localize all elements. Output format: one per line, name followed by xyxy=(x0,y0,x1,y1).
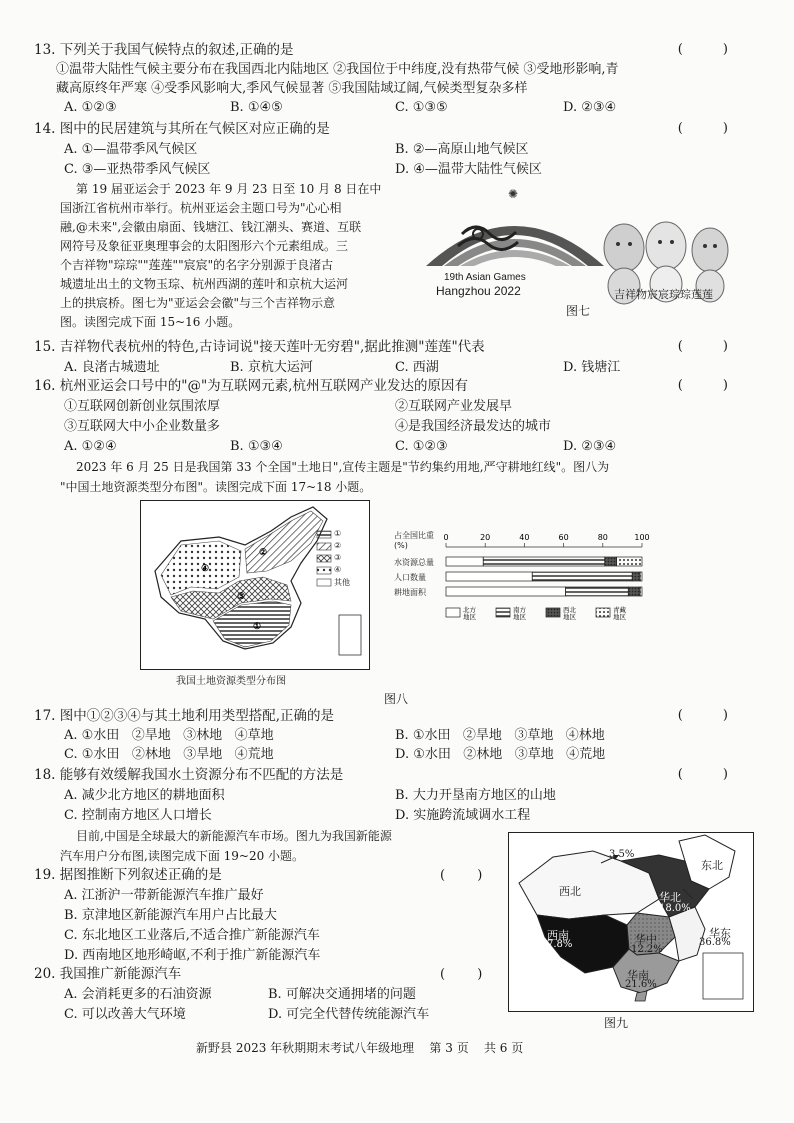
row-label: 耕地面积 xyxy=(394,588,426,597)
q18-choice-a: A. 减少北方地区的耕地面积 xyxy=(64,788,225,803)
passage1-line: 第 19 届亚运会于 2023 年 9 月 23 日至 10 月 8 日在中 xyxy=(76,182,382,196)
passage1-line: 网符号及象征亚奥理事会的太阳图形六个元素组成。三 xyxy=(60,239,349,253)
q19-choice-b: B. 京津地区新能源汽车用户占比最大 xyxy=(64,908,277,923)
q13-choice-b: B. ①④⑤ xyxy=(230,100,283,115)
passage1-line: 国浙江省杭州市举行。杭州亚运会主题口号为"心心相 xyxy=(60,201,342,215)
label-south-pct: 21.6% xyxy=(625,979,657,990)
passage3-line: 目前,中国是全球最大的新能源汽车市场。图九为我国新能源 xyxy=(76,829,392,843)
legend-label: 地区 xyxy=(563,613,576,621)
label-north: 华北 xyxy=(659,891,681,904)
passage1-line: 图。读图完成下面 15~16 小题。 xyxy=(60,315,241,329)
q20-choice-d: D. 可完全代替传统能源汽车 xyxy=(268,1007,430,1022)
label-northeast-pct: 3.5% xyxy=(609,849,635,860)
q16-choice-b: B. ①③④ xyxy=(230,439,283,454)
land-resource-map xyxy=(140,500,370,670)
q19-choice-d: D. 西南地区地形崎岖,不利于推广新能源汽车 xyxy=(64,948,321,963)
figure-7-label: 图七 xyxy=(566,304,591,318)
q16-option-3: ③互联网大中小企业数量多 xyxy=(64,419,221,434)
bar-segment xyxy=(566,587,629,596)
figure-8-label: 图八 xyxy=(384,692,409,706)
passage1-line: 城遗址出土的文物玉琮、杭州西湖的莲叶和京杭大运河 xyxy=(60,277,349,291)
nev-user-map xyxy=(508,832,754,1012)
bar-segment xyxy=(617,557,642,566)
map-legend xyxy=(317,531,331,586)
tick-label: 80 xyxy=(597,533,608,542)
q15-choice-a: A. 良渚古城遗址 xyxy=(64,360,160,375)
q16-option-1: ①互联网创新创业氛围浓厚 xyxy=(64,399,221,414)
bar-segment xyxy=(640,572,642,581)
tick-label: 60 xyxy=(558,533,569,542)
legend-swatch xyxy=(446,608,460,617)
q16-choice-a: A. ①②④ xyxy=(64,439,117,454)
q16-option-2: ②互联网产业发展早 xyxy=(395,399,513,414)
label-east: 华东 xyxy=(709,927,731,940)
row-label: 人口数量 xyxy=(394,573,426,582)
label-south: 华南 xyxy=(627,969,649,982)
q19-choice-c: C. 东北地区工业落后,不适合推广新能源汽车 xyxy=(64,928,320,943)
label-southwest-pct: 7.8% xyxy=(547,939,573,950)
q14-stem: 14. 图中的民居建筑与其所在气候区对应正确的是 xyxy=(34,121,330,137)
q16-option-4: ④是我国经济最发达的城市 xyxy=(395,419,552,434)
q17-choice-c: C. ①水田 ②林地 ③旱地 ④荒地 xyxy=(64,747,274,762)
passage3-line: 汽车用户分布图,读图完成下面 19~20 小题。 xyxy=(60,849,305,863)
q18-answer-paren: ( ) xyxy=(677,767,746,782)
page-footer: 新野县 2023 年秋期期末考试八年级地理 第 3 页 共 6 页 xyxy=(196,1041,524,1055)
row-label: 水资源总量 xyxy=(394,558,434,567)
q16-choice-d: D. ②③④ xyxy=(563,439,617,454)
q16-answer-paren: ( ) xyxy=(677,378,746,393)
label-east-pct: 36.8% xyxy=(699,937,731,948)
label-northwest: 西北 xyxy=(559,885,581,898)
bar-segment xyxy=(628,587,640,596)
q19-choice-a: A. 江浙沪一带新能源汽车推广最好 xyxy=(64,888,264,903)
bar-segment xyxy=(446,587,566,596)
q14-choice-a: A. ①—温带季风气候区 xyxy=(64,142,198,157)
q19-answer-paren: ( ) xyxy=(440,868,497,883)
q19-stem: 19. 据图推断下列叙述正确的是 xyxy=(34,867,222,883)
emblem-text-line1: 19th Asian Games xyxy=(444,272,526,283)
passage2-line: "中国土地资源类型分布图"。读图完成下面 17~18 小题。 xyxy=(60,480,372,494)
q18-choice-d: D. 实施跨流域调水工程 xyxy=(395,808,531,823)
legend-label: ② xyxy=(334,541,342,550)
bar-segment xyxy=(483,557,605,566)
q16-stem: 16. 杭州亚运会口号中的"@"为互联网元素,杭州互联网产业发达的原因有 xyxy=(34,378,468,394)
passage1-line: 个吉祥物"琮琮""莲莲""宸宸"的名字分别源于良渚古 xyxy=(60,258,334,272)
q18-stem: 18. 能够有效缓解我国水土资源分布不匹配的方法是 xyxy=(34,767,344,783)
q18-choice-b: B. 大力开垦南方地区的山地 xyxy=(395,788,556,803)
q13-choice-c: C. ①③⑤ xyxy=(395,100,448,115)
q20-stem: 20. 我国推广新能源汽车 xyxy=(34,966,182,982)
passage2-line: 2023 年 6 月 25 日是我国第 33 个全国"土地日",宣传主题是"节约集约用地,严守耕地红线"。图八为 xyxy=(76,460,610,474)
legend-swatch xyxy=(596,608,610,617)
legend-label: 北方 xyxy=(463,606,476,614)
tick-label: 20 xyxy=(480,533,491,542)
q17-choice-a: A. ①水田 ②旱地 ③林地 ④草地 xyxy=(64,728,274,743)
bar-segment xyxy=(605,557,617,566)
legend-label: ③ xyxy=(334,553,342,562)
legend-label: 地区 xyxy=(513,613,526,621)
q20-choice-c: C. 可以改善大气环境 xyxy=(64,1007,186,1022)
bar-segment xyxy=(632,572,640,581)
q13-stem: 13. 下列关于我国气候特点的叙述,正确的是 xyxy=(34,42,294,58)
q15-stem: 15. 吉祥物代表杭州的特色,古诗词说"接天莲叶无穷碧",据此推测"莲莲"代表 xyxy=(34,339,485,355)
mascot-caption: 吉祥物宸宸琮琮莲莲 xyxy=(614,288,713,301)
q14-choice-b: B. ②—高原山地气候区 xyxy=(395,142,529,157)
label-northeast: 东北 xyxy=(701,859,723,872)
svg-text:④: ④ xyxy=(201,564,210,574)
figure-7 xyxy=(418,182,740,322)
bar-segment xyxy=(640,587,642,596)
q15-choice-c: C. 西湖 xyxy=(395,360,439,375)
figure-9-label: 图九 xyxy=(604,1016,629,1030)
q13-options-line1: ①温带大陆性气候主要分布在我国西北内陆地区 ②我国位于中纬度,没有热带气候 ③受地形影响,青 xyxy=(56,62,619,77)
q16-choice-c: C. ①②③ xyxy=(395,439,448,454)
legend-swatch xyxy=(546,608,560,617)
bar-segment xyxy=(532,572,632,581)
q13-answer-paren: ( ) xyxy=(677,42,746,57)
q14-choice-d: D. ④—温带大陆性气候区 xyxy=(395,162,542,177)
label-southwest: 西南 xyxy=(547,929,569,942)
q13-choice-d: D. ②③④ xyxy=(563,100,617,115)
legend-label: 地区 xyxy=(613,613,626,621)
tick-label: 40 xyxy=(519,533,530,542)
legend-label: 青藏 xyxy=(613,606,626,614)
q17-choice-d: D. ①水田 ②林地 ③草地 ④荒地 xyxy=(395,747,606,762)
q17-choice-b: B. ①水田 ②旱地 ③草地 ④林地 xyxy=(395,728,605,743)
legend-swatch xyxy=(496,608,510,617)
q13-choice-a: A. ①②③ xyxy=(64,100,117,115)
passage1-line: 上的拱宸桥。图七为"亚运会会徽"与三个吉祥物示意 xyxy=(60,296,336,310)
q14-choice-c: C. ③—亚热带季风气候区 xyxy=(64,162,211,177)
legend-label: 其他 xyxy=(334,578,350,587)
tick-label: 0 xyxy=(443,533,449,542)
label-central-pct: 12.2% xyxy=(631,944,663,955)
legend-label: ④ xyxy=(334,565,342,574)
q14-answer-paren: ( ) xyxy=(677,121,746,136)
q15-choice-b: B. 京杭大运河 xyxy=(230,360,313,375)
q20-choice-b: B. 可解决交通拥堵的问题 xyxy=(268,987,416,1002)
legend-label: 西北 xyxy=(563,606,576,614)
label-north-pct: 18.0% xyxy=(659,903,691,914)
map-caption: 我国土地资源类型分布图 xyxy=(176,676,286,687)
svg-text:②: ② xyxy=(259,548,268,558)
land-stats-chart xyxy=(394,530,654,625)
svg-text:✺: ✺ xyxy=(508,187,519,201)
tick-label: 100 xyxy=(634,533,650,542)
q15-answer-paren: ( ) xyxy=(677,339,746,354)
q17-stem: 17. 图中①②③④与其土地利用类型搭配,正确的是 xyxy=(34,708,335,724)
legend-label: 地区 xyxy=(463,613,476,621)
q15-choice-d: D. 钱塘江 xyxy=(563,360,621,375)
label-central: 华中 xyxy=(635,933,657,946)
q20-choice-a: A. 会消耗更多的石油资源 xyxy=(64,987,212,1002)
q18-choice-c: C. 控制南方地区人口增长 xyxy=(64,808,212,823)
svg-text:③: ③ xyxy=(237,592,246,602)
svg-text:①: ① xyxy=(253,622,262,632)
q20-answer-paren: ( ) xyxy=(440,967,497,982)
chart-header: 占全国比重(%) xyxy=(394,531,434,550)
bar-segment xyxy=(446,557,483,566)
passage1-line: 融,@未来",会徽由扇面、钱塘江、钱江潮头、赛道、互联 xyxy=(60,220,362,234)
legend-label: 南方 xyxy=(513,606,526,614)
q17-answer-paren: ( ) xyxy=(677,708,746,723)
emblem-text-line2: Hangzhou 2022 xyxy=(436,284,521,298)
legend-label: ① xyxy=(334,529,342,538)
bar-segment xyxy=(446,572,532,581)
q13-options-line2: 藏高原终年严寒 ④受季风影响大,季风气候显著 ⑤我国陆域辽阔,气候类型复杂多样 xyxy=(56,81,528,96)
